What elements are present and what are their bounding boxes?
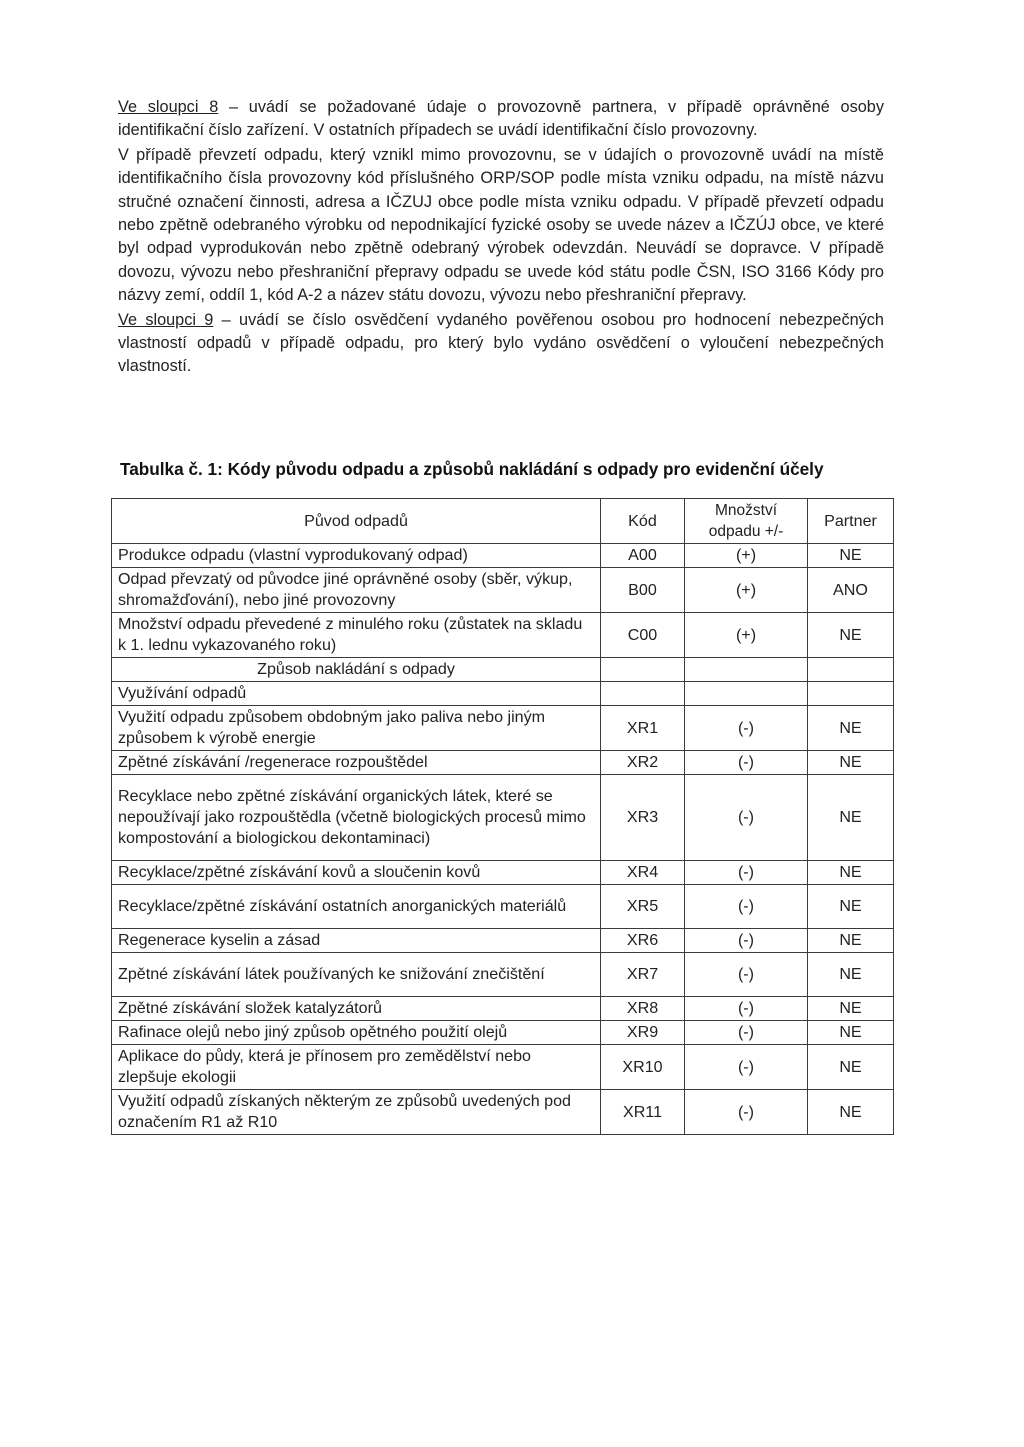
header-origin: Původ odpadů <box>112 499 601 544</box>
row-label: Množství odpadu převedené z minulého roku (zůstatek na skladu k 1. lednu vykazovaného roku) <box>112 613 601 658</box>
handling-rows <box>112 706 894 1135</box>
row-sign: (-) <box>685 1090 808 1135</box>
row-sign: (-) <box>685 861 808 885</box>
row-partner: NE <box>808 929 894 953</box>
handling-row <box>112 861 894 885</box>
paragraph-column-8 <box>118 96 884 143</box>
handling-row <box>112 1045 894 1090</box>
row-code: XR1 <box>601 706 685 751</box>
origin-row <box>112 544 894 568</box>
handling-section <box>112 658 894 706</box>
section-header-row <box>112 658 894 682</box>
row-sign: (+) <box>685 613 808 658</box>
row-code: XR7 <box>601 953 685 997</box>
row-code: A00 <box>601 544 685 568</box>
subsection-label: Využívání odpadů <box>112 682 601 706</box>
row-label: Recyklace nebo zpětné získávání organických látek, které se nepoužívají jako rozpouštědla (včetně biologických procesů mimo kompostování a biologickou dekontaminaci) <box>112 775 601 861</box>
header-code: Kód <box>601 499 685 544</box>
handling-row <box>112 953 894 997</box>
row-sign: (-) <box>685 997 808 1021</box>
row-sign: (-) <box>685 775 808 861</box>
row-partner: NE <box>808 953 894 997</box>
row-sign: (-) <box>685 751 808 775</box>
row-code: XR11 <box>601 1090 685 1135</box>
handling-row <box>112 929 894 953</box>
row-partner: NE <box>808 775 894 861</box>
document-body <box>118 96 884 379</box>
row-sign: (-) <box>685 929 808 953</box>
handling-row <box>112 706 894 751</box>
handling-row <box>112 1090 894 1135</box>
row-partner: NE <box>808 885 894 929</box>
header-partner: Partner <box>808 499 894 544</box>
row-partner: NE <box>808 1045 894 1090</box>
row-code: XR6 <box>601 929 685 953</box>
row-partner: NE <box>808 1090 894 1135</box>
row-label: Recyklace/zpětné získávání ostatních anorganických materiálů <box>112 885 601 929</box>
row-sign: (-) <box>685 1021 808 1045</box>
row-label: Využití odpadu způsobem obdobným jako paliva nebo jiným způsobem k výrobě energie <box>112 706 601 751</box>
row-label: Zpětné získávání /regenerace rozpouštědel <box>112 751 601 775</box>
handling-row <box>112 997 894 1021</box>
column-8-text: – uvádí se požadované údaje o provozovně partnera, v případě oprávněné osoby identifikační číslo zařízení. V ostatních případech se uvádí identifikační číslo provozovny. <box>118 98 884 140</box>
table-header-row <box>112 499 894 544</box>
row-label: Zpětné získávání látek používaných ke snižování znečištění <box>112 953 601 997</box>
section-header: Způsob nakládání s odpady <box>112 658 601 682</box>
row-partner: NE <box>808 751 894 775</box>
row-sign: (-) <box>685 1045 808 1090</box>
column-9-text: – uvádí se číslo osvědčení vydaného pověřenou osobou pro hodnocení nebezpečných vlastností odpadů v případě odpadu, pro který bylo vydáno osvědčení o vyloučení nebezpečných vlastností. <box>118 310 884 376</box>
row-code: C00 <box>601 613 685 658</box>
row-partner: ANO <box>808 568 894 613</box>
origin-row <box>112 613 894 658</box>
row-sign: (-) <box>685 885 808 929</box>
subsection-row <box>112 682 894 706</box>
paragraph-column-9 <box>118 309 884 379</box>
table-caption: Tabulka č. 1: Kódy původu odpadu a způsobů nakládání s odpady pro evidenční účely <box>120 459 824 479</box>
row-code: XR8 <box>601 997 685 1021</box>
row-label: Odpad převzatý od původce jiné oprávněné osoby (sběr, výkup, shromažďování), nebo jiné provozovny <box>112 568 601 613</box>
row-partner: NE <box>808 706 894 751</box>
row-code: XR2 <box>601 751 685 775</box>
paragraph-transfer: V případě převzetí odpadu, který vznikl mimo provozovnu, se v údajích o provozovně uvádí na místě identifikačního čísla provozovny kód příslušného ORP/SOP podle místa vzniku odpadu, na místě názvu stručné označení činnosti, adresa a IČZUJ obce podle místa vzniku odpadu. V případě převzetí odpadu nebo zpětně odebraného výrobku od nepodnikající fyzické osoby se uvede název a IČZÚJ obce, ve které byl odpad vyprodukován nebo zpětně odebraný výrobek odevzdán. Neuvádí se dopravce. V případě dovozu, vývozu nebo přeshraniční přepravy odpadu se uvede kód státu podle ČSN, ISO 3166 Kódy pro názvy zemí, oddíl 1, kód A-2 a název státu dovozu, vývozu nebo přeshraniční přepravy. <box>118 145 884 305</box>
row-code: XR10 <box>601 1045 685 1090</box>
origin-rows <box>112 544 894 658</box>
origin-row <box>112 568 894 613</box>
row-sign: (+) <box>685 544 808 568</box>
row-partner: NE <box>808 997 894 1021</box>
row-label: Regenerace kyselin a zásad <box>112 929 601 953</box>
handling-row <box>112 1021 894 1045</box>
row-label: Využití odpadů získaných některým ze způsobů uvedených pod označením R1 až R10 <box>112 1090 601 1135</box>
handling-row <box>112 885 894 929</box>
row-code: XR5 <box>601 885 685 929</box>
row-label: Produkce odpadu (vlastní vyprodukovaný odpad) <box>112 544 601 568</box>
row-sign: (-) <box>685 706 808 751</box>
row-sign: (-) <box>685 953 808 997</box>
header-amount: Množství odpadu +/- <box>685 499 808 544</box>
row-partner: NE <box>808 1021 894 1045</box>
handling-row <box>112 751 894 775</box>
row-label: Zpětné získávání složek katalyzátorů <box>112 997 601 1021</box>
row-partner: NE <box>808 544 894 568</box>
row-code: XR3 <box>601 775 685 861</box>
row-sign: (+) <box>685 568 808 613</box>
column-8-ref: Ve sloupci 8 <box>118 98 219 116</box>
row-code: B00 <box>601 568 685 613</box>
row-partner: NE <box>808 861 894 885</box>
row-code: XR9 <box>601 1021 685 1045</box>
row-label: Recyklace/zpětné získávání kovů a sloučenin kovů <box>112 861 601 885</box>
row-label: Rafinace olejů nebo jiný způsob opětného použití olejů <box>112 1021 601 1045</box>
row-partner: NE <box>808 613 894 658</box>
codes-table <box>111 498 894 1135</box>
row-code: XR4 <box>601 861 685 885</box>
column-9-ref: Ve sloupci 9 <box>118 310 214 329</box>
handling-row <box>112 775 894 861</box>
row-label: Aplikace do půdy, která je přínosem pro zemědělství nebo zlepšuje ekologii <box>112 1045 601 1090</box>
